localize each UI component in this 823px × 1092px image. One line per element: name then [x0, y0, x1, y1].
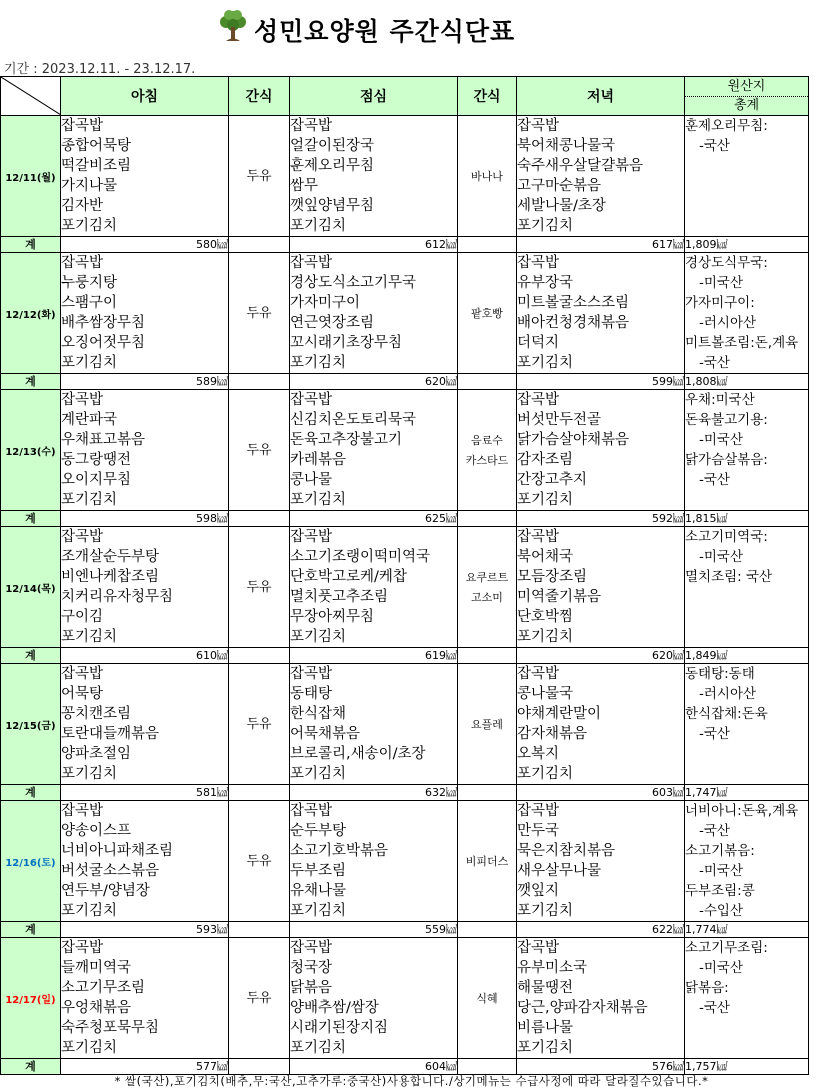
menu-item: 유부미소국 — [517, 960, 588, 976]
menu-item: 청국장 — [290, 960, 333, 976]
menu-item: 더덕지 — [517, 335, 560, 351]
snack-am-cell — [229, 801, 290, 922]
kcal-empty — [458, 374, 517, 390]
menu-item: 스팸구이 — [61, 295, 118, 311]
kcal-total: 1,815㎉ — [685, 511, 809, 527]
menu-item: 미트볼굴소스조림 — [517, 295, 630, 311]
menu-item: 동그랑땡전 — [61, 452, 132, 468]
snack-item: 두유 — [246, 717, 272, 732]
col-origin — [685, 77, 809, 116]
menu-item: 무장아찌무침 — [290, 609, 375, 625]
snack-am-cell — [229, 664, 290, 785]
col-breakfast: 아침 — [61, 77, 229, 116]
menu-item: 포기김치 — [290, 766, 347, 782]
menu-item: 해물땡전 — [517, 980, 574, 996]
menu-item: 세발나물/초장 — [517, 198, 606, 214]
corner-cell — [1, 77, 61, 116]
origin-cell — [685, 801, 809, 922]
kcal-breakfast: 589㎉ — [61, 374, 229, 390]
menu-item: 고구마순볶음 — [517, 178, 602, 194]
origin-item: 멸치조림: 국산 — [685, 569, 773, 585]
menu-item: 감자조림 — [517, 452, 574, 468]
menu-item: 들깨미역국 — [61, 960, 132, 976]
header — [0, 0, 823, 52]
menu-item: 미역줄기볶음 — [517, 589, 602, 605]
menu-item: 숙주새우살달걀볶음 — [517, 158, 644, 174]
menu-item: 북어채콩나물국 — [517, 138, 616, 154]
menu-item: 잡곡밥 — [290, 529, 333, 545]
menu-item: 새우살무나물 — [517, 863, 602, 879]
kcal-dinner: 622㎉ — [517, 922, 685, 938]
snack-pm-cell — [458, 390, 517, 511]
menu-item: 콩나물 — [290, 472, 333, 488]
menu-item: 잡곡밥 — [517, 940, 560, 956]
origin-cell — [685, 253, 809, 374]
dinner-cell — [517, 938, 685, 1059]
origin-item: -국산 — [699, 1000, 730, 1016]
menu-item: 포기김치 — [61, 766, 118, 782]
menu-item: 포기김치 — [61, 492, 118, 508]
day-row — [1, 116, 809, 237]
kcal-dinner: 592㎉ — [517, 511, 685, 527]
col-snack-am: 간식 — [229, 77, 290, 116]
menu-item: 잡곡밥 — [61, 529, 104, 545]
menu-item: 꽁치캔조림 — [61, 706, 132, 722]
col-origin-label: 원산지 — [685, 77, 808, 97]
menu-item: 시래기된장지짐 — [290, 1020, 389, 1036]
kcal-dinner: 599㎉ — [517, 374, 685, 390]
kcal-empty — [229, 237, 290, 253]
origin-item: 돈육불고기용: — [685, 412, 768, 428]
menu-item: 돈육고추장불고기 — [290, 432, 403, 448]
kcal-empty — [229, 922, 290, 938]
dinner-cell — [517, 664, 685, 785]
dinner-cell — [517, 253, 685, 374]
menu-item: 포기김치 — [290, 1040, 347, 1056]
snack-am-cell — [229, 253, 290, 374]
snack-item: 음료수 — [471, 434, 503, 447]
day-label: 12/11(월) — [1, 116, 61, 237]
menu-item: 어묵탕 — [61, 686, 104, 702]
kcal-empty — [458, 648, 517, 664]
kcal-breakfast: 598㎉ — [61, 511, 229, 527]
menu-item: 만두국 — [517, 823, 560, 839]
kcal-label: 계 — [1, 374, 61, 390]
menu-item: 토란대들깨볶음 — [61, 726, 160, 742]
menu-item: 숙주청포묵무침 — [61, 1020, 160, 1036]
menu-item: 가지나물 — [61, 178, 118, 194]
menu-item: 연근엿장조림 — [290, 315, 375, 331]
menu-item: 잡곡밥 — [517, 118, 560, 134]
kcal-empty — [458, 237, 517, 253]
menu-item: 김자반 — [61, 198, 104, 214]
menu-item: 두부조림 — [290, 863, 347, 879]
menu-item: 포기김치 — [61, 1040, 118, 1056]
menu-item: 잡곡밥 — [517, 529, 560, 545]
col-dinner: 저녁 — [517, 77, 685, 116]
origin-item: -미국산 — [699, 960, 743, 976]
origin-item: 너비아니:돈육,계육 — [685, 803, 799, 819]
snack-item: 두유 — [246, 169, 272, 184]
menu-item: 포기김치 — [61, 903, 118, 919]
menu-item: 계란파국 — [61, 412, 118, 428]
menu-item: 포기김치 — [517, 1040, 574, 1056]
tree-logo-icon — [218, 9, 248, 43]
menu-item: 신김치온도토리묵국 — [290, 412, 417, 428]
menu-item: 포기김치 — [290, 903, 347, 919]
menu-item: 비엔나케찹조림 — [61, 569, 160, 585]
lunch-cell — [290, 116, 458, 237]
dinner-cell — [517, 527, 685, 648]
kcal-total: 1,809㎉ — [685, 237, 809, 253]
origin-item: -국산 — [699, 355, 730, 371]
menu-item: 깻잎지 — [517, 883, 560, 899]
page-title: 성민요양원 주간식단표 — [254, 17, 516, 46]
menu-item: 버섯굴소스볶음 — [61, 863, 160, 879]
origin-item: 닭볶음: — [685, 980, 729, 996]
menu-item: 잡곡밥 — [517, 392, 560, 408]
menu-item: 포기김치 — [290, 629, 347, 645]
kcal-row — [1, 237, 809, 253]
lunch-cell — [290, 938, 458, 1059]
kcal-row — [1, 922, 809, 938]
breakfast-cell — [61, 116, 229, 237]
menu-item: 포기김치 — [517, 766, 574, 782]
snack-item: 요쿠르트 — [465, 571, 509, 584]
menu-item: 잡곡밥 — [290, 392, 333, 408]
menu-item: 잡곡밥 — [61, 118, 104, 134]
kcal-label: 계 — [1, 785, 61, 801]
kcal-row — [1, 648, 809, 664]
col-lunch: 점심 — [290, 77, 458, 116]
menu-item: 포기김치 — [61, 629, 118, 645]
breakfast-cell — [61, 801, 229, 922]
menu-item: 잡곡밥 — [517, 255, 560, 271]
menu-item: 배추쌈장무침 — [61, 315, 146, 331]
menu-item: 묵은지참치볶음 — [517, 843, 616, 859]
kcal-empty — [458, 511, 517, 527]
origin-item: 소고기미역국: — [685, 529, 768, 545]
day-row — [1, 253, 809, 374]
menu-item: 구이김 — [61, 609, 104, 625]
snack-item: 고소미 — [471, 591, 503, 604]
breakfast-cell — [61, 390, 229, 511]
menu-item: 버섯만두전골 — [517, 412, 602, 428]
snack-item: 두유 — [246, 306, 272, 321]
snack-item: 바나나 — [471, 170, 503, 183]
menu-item: 유부장국 — [517, 275, 574, 291]
menu-item: 포기김치 — [517, 629, 574, 645]
origin-item: -미국산 — [699, 863, 743, 879]
menu-item: 소고기무조림 — [61, 980, 146, 996]
snack-item: 식혜 — [476, 992, 498, 1005]
menu-item: 경상도식소고기무국 — [290, 275, 417, 291]
menu-item: 단호박찜 — [517, 609, 574, 625]
breakfast-cell — [61, 664, 229, 785]
origin-item: -미국산 — [699, 549, 743, 565]
origin-item: 경상도식무국: — [685, 255, 768, 271]
weekly-menu-table — [0, 76, 809, 1075]
origin-item: -미국산 — [699, 275, 743, 291]
kcal-dinner: 617㎉ — [517, 237, 685, 253]
snack-item: 두유 — [246, 854, 272, 869]
footnote: * 쌀(국산),포기김치(배추,무:국산,고추가루:중국산)사용합니다./상기메뉴는 수급사정에 따라 달라질수있습니다.* — [114, 1074, 709, 1088]
kcal-empty — [458, 785, 517, 801]
day-label: 12/17(일) — [1, 938, 61, 1059]
menu-item: 포기김치 — [517, 355, 574, 371]
menu-item: 쌈무 — [290, 178, 319, 194]
kcal-empty — [229, 648, 290, 664]
day-row — [1, 390, 809, 511]
kcal-lunch: 559㎉ — [290, 922, 458, 938]
origin-item: 소고기볶음: — [685, 843, 755, 859]
menu-item: 야채계란말이 — [517, 706, 602, 722]
menu-item: 단호박고로케/케찹 — [290, 569, 407, 585]
snack-am-cell — [229, 527, 290, 648]
kcal-label: 계 — [1, 511, 61, 527]
menu-item: 잡곡밥 — [290, 940, 333, 956]
kcal-lunch: 619㎉ — [290, 648, 458, 664]
kcal-label: 계 — [1, 922, 61, 938]
menu-item: 닭가슴살야채볶음 — [517, 432, 630, 448]
snack-pm-cell — [458, 664, 517, 785]
menu-item: 조개살순두부탕 — [61, 549, 160, 565]
origin-item: 한식잡채:돈육 — [685, 706, 768, 722]
menu-item: 소고기호박볶음 — [290, 843, 389, 859]
menu-item: 포기김치 — [517, 218, 574, 234]
origin-item: 닭가슴살볶음: — [685, 452, 768, 468]
snack-item: 카스타드 — [465, 454, 509, 467]
menu-item: 가자미구이 — [290, 295, 361, 311]
menu-item: 배아컨청경채볶음 — [517, 315, 630, 331]
kcal-lunch: 620㎉ — [290, 374, 458, 390]
menu-item: 누룽지탕 — [61, 275, 118, 291]
kcal-total: 1,808㎉ — [685, 374, 809, 390]
menu-item: 포기김치 — [290, 355, 347, 371]
menu-item: 어묵채볶음 — [290, 726, 361, 742]
header-row — [1, 77, 809, 116]
kcal-breakfast: 581㎉ — [61, 785, 229, 801]
snack-item: 두유 — [246, 991, 272, 1006]
origin-item: -러시아산 — [699, 686, 757, 702]
origin-item: -국산 — [699, 726, 730, 742]
origin-item: 동태탕:동태 — [685, 666, 755, 682]
day-row — [1, 801, 809, 922]
menu-item: 양파초절임 — [61, 746, 132, 762]
menu-item: 브로콜리,새송이/초장 — [290, 746, 426, 762]
snack-am-cell — [229, 116, 290, 237]
lunch-cell — [290, 801, 458, 922]
day-row — [1, 938, 809, 1059]
menu-item: 잡곡밥 — [61, 255, 104, 271]
menu-item: 깻잎양념무침 — [290, 198, 375, 214]
menu-item: 모듬장조림 — [517, 569, 588, 585]
menu-item: 한식잡채 — [290, 706, 347, 722]
menu-item: 잡곡밥 — [61, 666, 104, 682]
menu-item: 양배추쌈/쌈장 — [290, 1000, 379, 1016]
day-label: 12/14(목) — [1, 527, 61, 648]
kcal-total: 1,774㎉ — [685, 922, 809, 938]
snack-item: 두유 — [246, 580, 272, 595]
menu-item: 당근,양파감자채볶음 — [517, 1000, 648, 1016]
col-snack-pm: 간식 — [458, 77, 517, 116]
menu-item: 잡곡밥 — [290, 118, 333, 134]
day-row — [1, 527, 809, 648]
origin-item: 두부조림:콩 — [685, 883, 755, 899]
menu-item: 잡곡밥 — [290, 255, 333, 271]
menu-item: 우채표고볶음 — [61, 432, 146, 448]
kcal-total: 1,849㎉ — [685, 648, 809, 664]
menu-item: 북어채국 — [517, 549, 574, 565]
dinner-cell — [517, 801, 685, 922]
origin-item: -수입산 — [699, 903, 743, 919]
menu-item: 유채나물 — [290, 883, 347, 899]
origin-item: -국산 — [699, 138, 730, 154]
snack-item: 비피더스 — [465, 855, 509, 868]
lunch-cell — [290, 390, 458, 511]
menu-item: 포기김치 — [290, 218, 347, 234]
lunch-cell — [290, 253, 458, 374]
origin-cell — [685, 938, 809, 1059]
kcal-lunch: 612㎉ — [290, 237, 458, 253]
menu-item: 얼갈이된장국 — [290, 138, 375, 154]
day-label: 12/15(금) — [1, 664, 61, 785]
kcal-breakfast: 610㎉ — [61, 648, 229, 664]
period-label: 기간 : 2023.12.11. - 23.12.17. — [4, 62, 196, 77]
snack-pm-cell — [458, 938, 517, 1059]
menu-item: 잡곡밥 — [61, 392, 104, 408]
kcal-lunch: 625㎉ — [290, 511, 458, 527]
menu-item: 콩나물국 — [517, 686, 574, 702]
menu-item: 잡곡밥 — [517, 803, 560, 819]
kcal-breakfast: 593㎉ — [61, 922, 229, 938]
snack-pm-cell — [458, 527, 517, 648]
origin-cell — [685, 390, 809, 511]
menu-item: 잡곡밥 — [61, 803, 104, 819]
menu-item: 순두부탕 — [290, 823, 347, 839]
menu-item: 포기김치 — [517, 903, 574, 919]
menu-item: 포기김치 — [290, 492, 347, 508]
menu-item: 멸치풋고추조림 — [290, 589, 389, 605]
breakfast-cell — [61, 527, 229, 648]
menu-item: 연두부/양념장 — [61, 883, 150, 899]
origin-cell — [685, 116, 809, 237]
snack-am-cell — [229, 938, 290, 1059]
corner-diagonal-icon — [1, 77, 61, 115]
col-total-label: 총계 — [733, 98, 760, 113]
origin-item: -국산 — [699, 472, 730, 488]
breakfast-cell — [61, 253, 229, 374]
menu-item: 포기김치 — [61, 355, 118, 371]
origin-item: 소고기무조림: — [685, 940, 768, 956]
kcal-label: 계 — [1, 1059, 61, 1075]
snack-pm-cell — [458, 116, 517, 237]
snack-am-cell — [229, 390, 290, 511]
menu-item: 닭볶음 — [290, 980, 333, 996]
dinner-cell — [517, 116, 685, 237]
kcal-row — [1, 785, 809, 801]
breakfast-cell — [61, 938, 229, 1059]
kcal-empty — [229, 785, 290, 801]
origin-item: -미국산 — [699, 432, 743, 448]
menu-item: 꼬시래기초장무침 — [290, 335, 403, 351]
menu-item: 잡곡밥 — [290, 666, 333, 682]
kcal-dinner: 576㎉ — [517, 1059, 685, 1075]
dinner-cell — [517, 390, 685, 511]
snack-item: 두유 — [246, 443, 272, 458]
menu-item: 오복지 — [517, 746, 560, 762]
day-label: 12/12(화) — [1, 253, 61, 374]
menu-item: 오징어젓무침 — [61, 335, 146, 351]
menu-item: 훈제오리무침 — [290, 158, 375, 174]
menu-item: 너비아니파채조림 — [61, 843, 174, 859]
kcal-total: 1,747㎉ — [685, 785, 809, 801]
menu-item: 카레볶음 — [290, 452, 347, 468]
kcal-row — [1, 511, 809, 527]
snack-pm-cell — [458, 253, 517, 374]
kcal-label: 계 — [1, 237, 61, 253]
snack-item: 팥호빵 — [471, 307, 503, 320]
origin-item: -러시아산 — [699, 315, 757, 331]
day-row — [1, 664, 809, 785]
snack-pm-cell — [458, 801, 517, 922]
menu-item: 잡곡밥 — [517, 666, 560, 682]
origin-item: 미트볼조림:돈,계육 — [685, 335, 799, 351]
menu-item: 우엉채볶음 — [61, 1000, 132, 1016]
origin-item: 훈제오리무침: — [685, 118, 768, 134]
menu-item: 종합어묵탕 — [61, 138, 132, 154]
origin-item: -국산 — [699, 823, 730, 839]
kcal-empty — [229, 374, 290, 390]
snack-item: 요플레 — [471, 718, 503, 731]
kcal-dinner: 603㎉ — [517, 785, 685, 801]
kcal-breakfast: 577㎉ — [61, 1059, 229, 1075]
kcal-total: 1,757㎉ — [685, 1059, 809, 1075]
kcal-empty — [229, 511, 290, 527]
kcal-dinner: 620㎉ — [517, 648, 685, 664]
kcal-lunch: 604㎉ — [290, 1059, 458, 1075]
menu-item: 잡곡밥 — [290, 803, 333, 819]
menu-item: 포기김치 — [61, 218, 118, 234]
menu-item: 포기김치 — [517, 492, 574, 508]
menu-item: 소고기조랭이떡미역국 — [290, 549, 431, 565]
kcal-lunch: 632㎉ — [290, 785, 458, 801]
kcal-breakfast: 580㎉ — [61, 237, 229, 253]
menu-item: 떡갈비조림 — [61, 158, 132, 174]
day-label: 12/13(수) — [1, 390, 61, 511]
menu-item: 비름나물 — [517, 1020, 574, 1036]
menu-item: 동태탕 — [290, 686, 333, 702]
menu-item: 치커리유자청무침 — [61, 589, 174, 605]
kcal-label: 계 — [1, 648, 61, 664]
menu-item: 간장고추지 — [517, 472, 588, 488]
kcal-row — [1, 374, 809, 390]
menu-item: 양송이스프 — [61, 823, 132, 839]
origin-item: 우채:미국산 — [685, 392, 755, 408]
menu-item: 감자채볶음 — [517, 726, 588, 742]
origin-cell — [685, 527, 809, 648]
origin-cell — [685, 664, 809, 785]
kcal-empty — [458, 922, 517, 938]
lunch-cell — [290, 527, 458, 648]
lunch-cell — [290, 664, 458, 785]
origin-item: 가자미구이: — [685, 295, 755, 311]
menu-item: 오이지무침 — [61, 472, 132, 488]
menu-item: 잡곡밥 — [61, 940, 104, 956]
day-label: 12/16(토) — [1, 801, 61, 922]
